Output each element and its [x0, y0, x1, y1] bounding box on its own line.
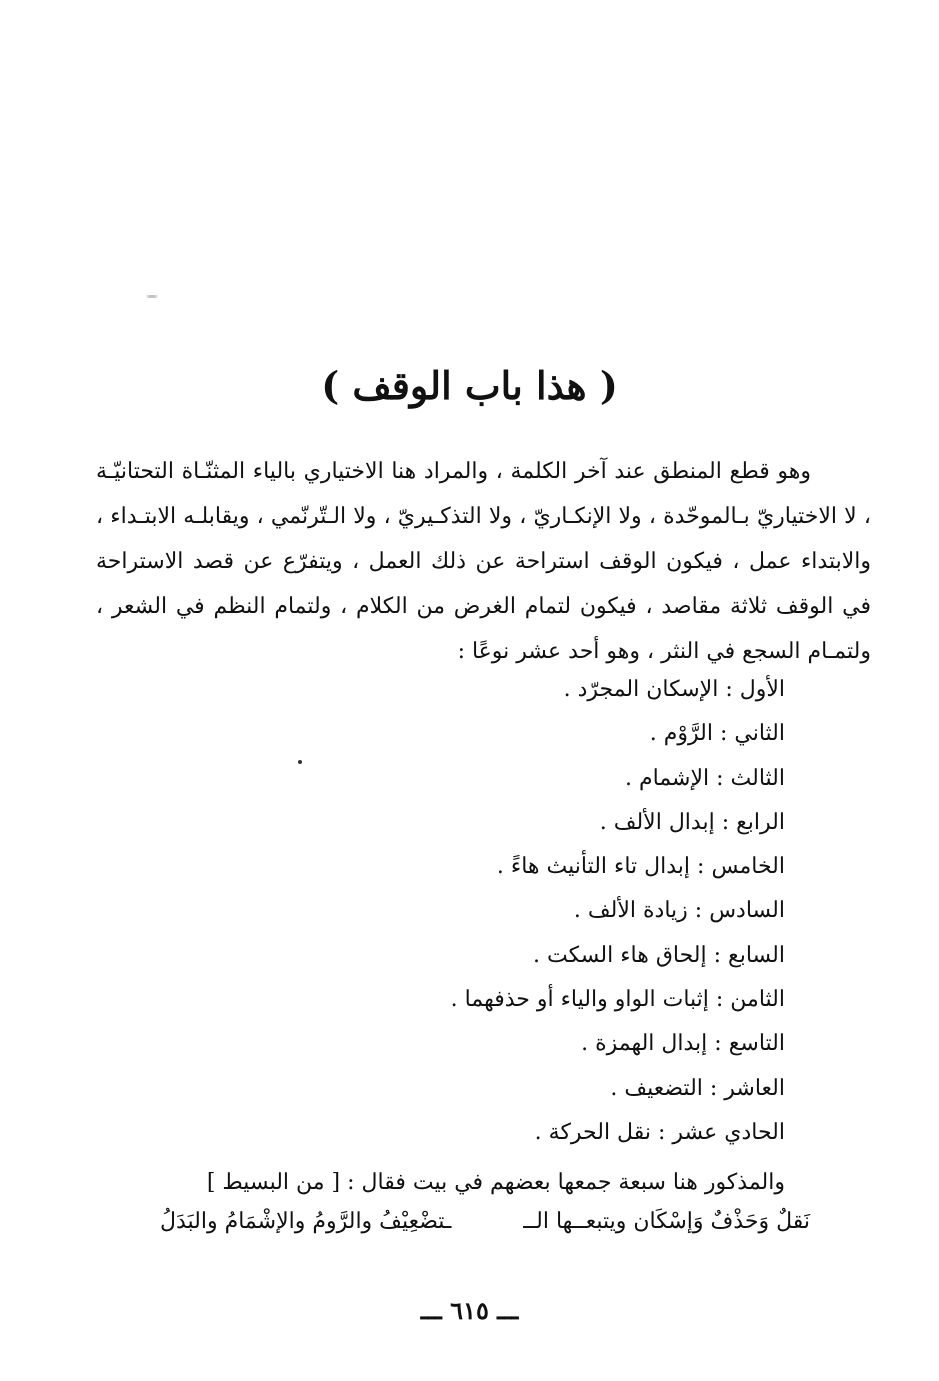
intro-paragraph — [96, 449, 871, 674]
poetry-verse — [160, 1200, 810, 1244]
list-item: الرابع : إبدال الألف . — [599, 809, 785, 835]
scan-speck — [143, 295, 161, 298]
verse-second-hemistich: ـتضْعِيْفُ والرَّومُ والإشْمَامُ والبَدَلُ — [160, 1209, 452, 1234]
waqf-types-list — [120, 668, 785, 1155]
verse-first-hemistich: نَقلٌ وَحَذْفٌ وَإسْكَان ويتبعــها الــ — [523, 1209, 810, 1234]
intro-line: وهو قطع المنطق عند آخر الكلمة ، والمراد هنا الاختياري بالياء المثنّـاة التحتانيّـة ، — [96, 459, 871, 529]
page-number: ـــ ٦١٥ ـــ — [420, 1296, 519, 1325]
list-item: التاسع : إبدال الهمزة . — [581, 1031, 785, 1057]
list-item: الخامس : إبدال تاء التأنيث هاءً . — [496, 854, 785, 880]
list-item: الثامن : إثبات الواو والياء أو حذفهما . — [450, 987, 785, 1013]
intro-line: لا الاختياريّ بـالموحّدة ، ولا الإنكـاريّ ، ولا التذكـيريّ ، ولا الـتّرنّمي ، ويقابلـه الابتـداء ، — [96, 504, 857, 529]
list-item: الثالث : الإشمام . — [625, 765, 785, 791]
list-item: العاشر : التضعيف . — [610, 1075, 785, 1101]
outro-line: والمذكور هنا سبعة جمعها بعضهم في بيت فقال : [ من البسيط ] — [206, 1170, 785, 1195]
intro-line: الوقف ثلاثة مقاصد ، فيكون لتمام الغرض من الكلام ، ولتمام النظم في الشعر ، ولتمـام — [96, 594, 871, 664]
list-item: الحادي عشر : نقل الحركة . — [534, 1119, 785, 1145]
intro-line: السجع في النثر ، وهو أحد عشر نوعًا : — [457, 639, 801, 664]
list-item: الثاني : الرَّوْم . — [649, 721, 785, 747]
chapter-title: ( هذا باب الوقف ) — [321, 363, 618, 408]
list-item: السادس : زيادة الألف . — [573, 898, 785, 924]
intro-line: والابتداء عمل ، فيكون الوقف استراحة عن ذلك العمل ، ويتفرّع عن قصد الاستراحة في — [96, 549, 871, 619]
list-item: السابع : إلحاق هاء السكت . — [533, 942, 785, 968]
list-item: الأول : الإسكان المجرّد . — [563, 677, 785, 702]
